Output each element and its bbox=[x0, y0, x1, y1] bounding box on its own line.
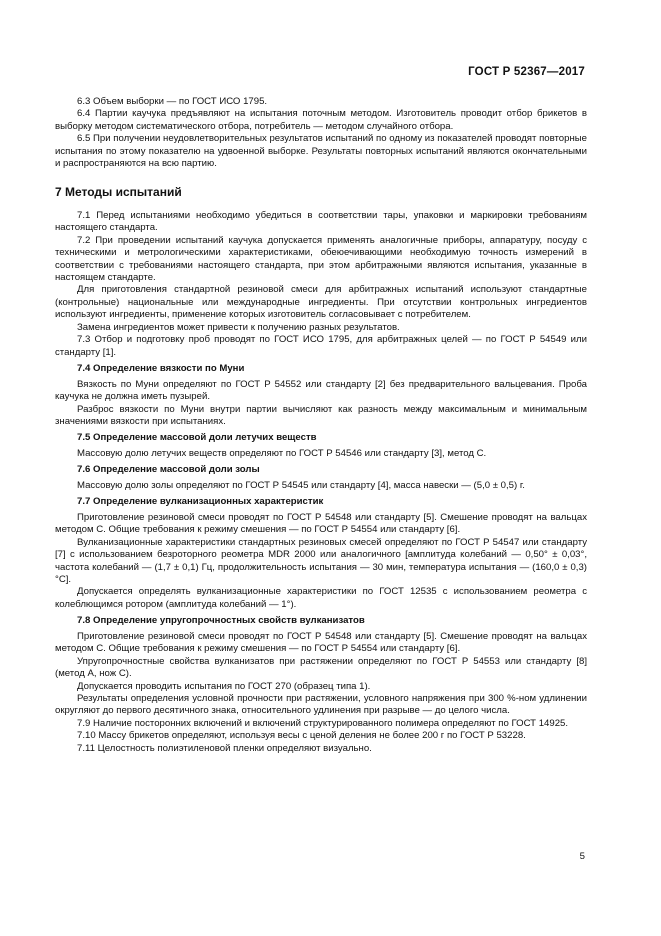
subsection-title-7-6: 7.6 Определение массовой доли золы bbox=[77, 464, 260, 476]
paragraph: Приготовление резиновой смеси проводят по ГОСТ Р 54548 или стандарту [5]. Смешение проводят на вальцах методом С. Общие требования к режиму смешения — по ГОСТ Р 54554 или стандарту [6]. bbox=[55, 511, 587, 536]
paragraph-6-4: 6.4 Партии каучука предъявляют на испытания поточным методом. Изготовитель проводит отбор брикетов в выборку методом систематического отбора, потребитель — методом случайного отбора. bbox=[55, 108, 587, 132]
subsection-title-7-4: 7.4 Определение вязкости по Муни bbox=[77, 363, 245, 375]
section-7-intro bbox=[55, 210, 587, 359]
subsection-title-7-5: 7.5 Определение массовой доли летучих веществ bbox=[77, 432, 317, 444]
paragraph: Допускается проводить испытания по ГОСТ 270 (образец типа 1). bbox=[77, 680, 371, 692]
paragraph: 7.2 При проведении испытаний каучука допускается применять аналогичные приборы, аппаратуру, посуду с техническими и метрологическими характеристиками, обеюечивающими необходимую точность измерений в соответствии с требованиями настоящего стандарта, при этом арбитражными являются испытания, указанные в настоящем стандарте. bbox=[55, 234, 587, 283]
document-header: ГОСТ Р 52367—2017 bbox=[468, 66, 585, 78]
paragraph: Массовую долю летучих веществ определяют по ГОСТ Р 54546 или стандарту [3], метод С. bbox=[77, 447, 487, 459]
paragraph-6-3: 6.3 Объем выборки — по ГОСТ ИСО 1795. bbox=[77, 96, 268, 107]
paragraph: 7.10 Массу брикетов определяют, используя весы с ценой деления не более 200 г по ГОСТ Р 53228. bbox=[77, 730, 526, 742]
paragraph: 7.11 Целостность полиэтиленовой пленки определяют визуально. bbox=[77, 742, 372, 754]
paragraph: 7.3 Отбор и подготовку проб проводят по ГОСТ ИСО 1795, для арбитражных целей — по ГОСТ Р 54549 или стандарту [1]. bbox=[55, 334, 587, 358]
paragraph: Допускается определять вулканизационные характеристики по ГОСТ 12535 с использованием реометра с колеблющимся ротором (амплитуда колебаний — 1°). bbox=[55, 586, 587, 610]
paragraph: Вулканизационные характеристики стандартных резиновых смесей определяют по ГОСТ Р 54547 или стандарту [7] с использованием безроторного реометра MDR 2000 или аналогичного [амплитуда колебаний — 0,50° ± 0,03°, частота колебаний — (1,7 ± 0,1) Гц, продолжительность испытания — 30 мин, температура испытания — (160,0 ± 0,3) °С]. bbox=[55, 536, 587, 585]
paragraph-6-5: 6.5 При получении неудовлетворительных результатов испытаний по одному из показателей проводят повторные испытания по этому показателю на удвоенной выборке. Результаты повторных испытаний являются окончательными и распространяются на всю партию. bbox=[55, 133, 587, 170]
page-content bbox=[55, 96, 587, 755]
paragraph: Массовую долю золы определяют по ГОСТ Р 54545 или стандарту [4], масса навески — (5,0 ± 0,5) г. bbox=[77, 479, 525, 491]
subsection-title-7-8: 7.8 Определение упругопрочностных свойств вулканизатов bbox=[77, 615, 365, 627]
top-paragraphs bbox=[55, 96, 587, 171]
paragraph: Замена ингредиентов может привести к получению разных результатов. bbox=[77, 321, 400, 333]
paragraph: Для приготовления стандартной резиновой смеси для арбитражных испытаний используют стандартные (контрольные) национальные или международные ингредиенты. При отсутствии контрольных ингредиентов используют ингредиенты, применение которых изготовитель согласовывает с потребителем. bbox=[55, 284, 587, 321]
paragraph: 7.9 Наличие посторонних включений и включений структурированного полимера определяют по ГОСТ 14925. bbox=[77, 717, 569, 729]
paragraph: 7.1 Перед испытаниями необходимо убедиться в соответствии тары, упаковки и маркировки требованиям настоящего стандарта. bbox=[55, 209, 587, 234]
page-number: 5 bbox=[579, 851, 585, 862]
section-title: 7 Методы испытаний bbox=[55, 184, 182, 199]
subsection-title-7-7: 7.7 Определение вулканизационных характеристик bbox=[77, 496, 324, 508]
paragraph: Разброс вязкости по Муни внутри партии вычисляют как разность между максимальным и минимальным значениями вязкости при испытаниях. bbox=[55, 403, 587, 427]
paragraph: Вязкость по Муни определяют по ГОСТ Р 54552 или стандарту [2] без предварительного вальцевания. Проба каучука не должна иметь пузырей. bbox=[55, 378, 587, 403]
paragraph: Результаты определения условной прочности при растяжении, условного напряжения при 300 %-ном удлинении округляют до первого десятичного знака, относительного удлинения при разрыве — до целого числа. bbox=[55, 693, 587, 717]
paragraph: Приготовление резиновой смеси проводят по ГОСТ Р 54548 или стандарту [5]. Смешение проводят на вальцах методом С. Общие требования к режиму смешения — по ГОСТ Р 54554 или стандарту [6]. bbox=[55, 630, 587, 655]
paragraph: Упругопрочностные свойства вулканизатов при растяжении определяют по ГОСТ Р 54553 или стандарту [8] (метод А, нож С). bbox=[55, 655, 587, 680]
